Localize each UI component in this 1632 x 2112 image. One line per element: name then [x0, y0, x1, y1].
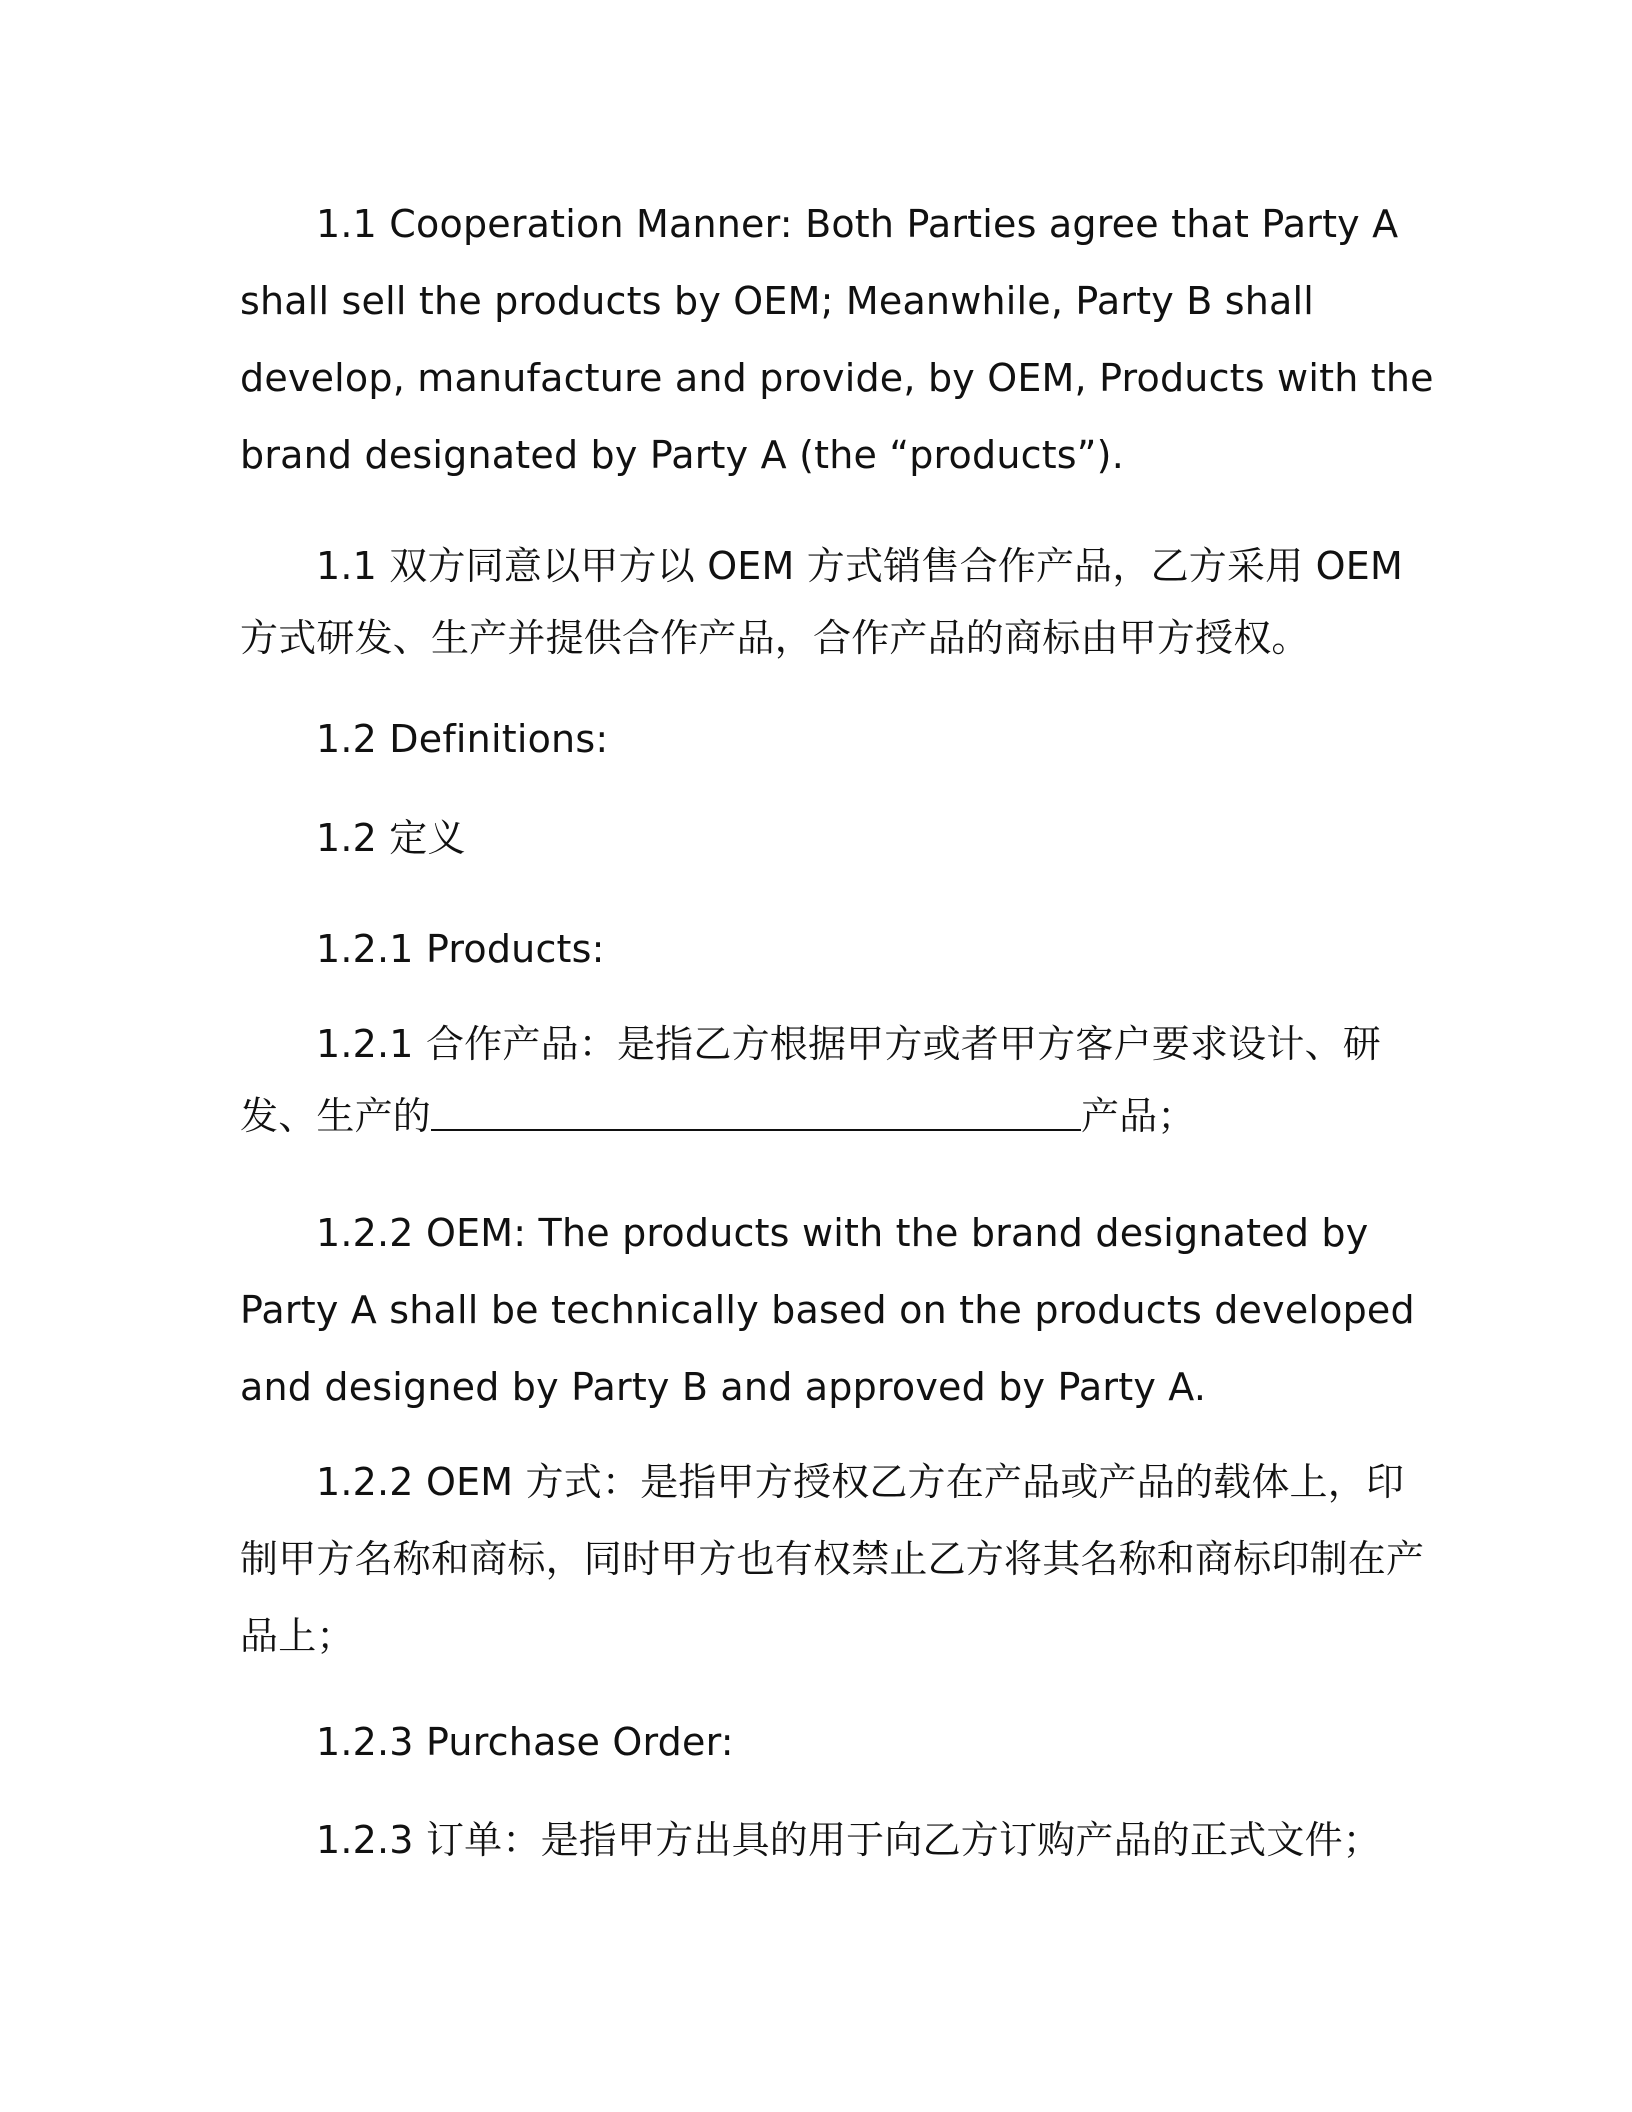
- paragraph-text: 1.1 Cooperation Manner: Both Parties agree that Party A shall sell the products by OEM; Meanwhile, Party B shall develop, manufacture and provide, by OEM, Products with the brand designated by Party A (the “products”).: [240, 202, 1434, 477]
- clause-1-1-english: [240, 186, 1440, 494]
- paragraph-text: 1.2 Definitions:: [316, 717, 609, 761]
- paragraph-text: 1.2.1 Products:: [316, 927, 605, 971]
- clause-1-2-english-heading: [240, 701, 1440, 778]
- clause-1-2-3-chinese: [240, 1804, 1440, 1876]
- clause-1-2-1-english-heading: [240, 911, 1440, 988]
- paragraph-text: 1.2.3 Purchase Order:: [316, 1720, 734, 1764]
- clause-1-2-1-chinese: [240, 1008, 1440, 1152]
- paragraph-text-before-blank: 1.2.1 合作产品：是指乙方根据甲方或者甲方客户要求设计、研发、生产的: [240, 1022, 1381, 1138]
- paragraph-text: 1.2.3 订单：是指甲方出具的用于向乙方订购产品的正式文件；: [316, 1818, 1381, 1862]
- paragraph-text: 1.2.2 OEM 方式：是指甲方授权乙方在产品或产品的载体上，印制甲方名称和商标，同时甲方也有权禁止乙方将其名称和商标印制在产品上；: [240, 1460, 1425, 1658]
- clause-1-1-chinese: [240, 530, 1440, 674]
- paragraph-text: 1.2.2 OEM: The products with the brand designated by Party A shall be technically based on the products developed and designed by Party B and approved by Party A.: [240, 1211, 1415, 1409]
- paragraph-text: 1.2 定义: [316, 816, 466, 860]
- paragraph-text: 1.1 双方同意以甲方以 OEM 方式销售合作产品，乙方采用 OEM 方式研发、生产并提供合作产品，合作产品的商标由甲方授权。: [240, 544, 1403, 660]
- fill-in-blank-line: [431, 1091, 1081, 1131]
- clause-1-2-chinese-heading: [240, 802, 1440, 874]
- clause-1-2-3-english-heading: [240, 1704, 1440, 1781]
- clause-1-2-2-english: [240, 1195, 1440, 1426]
- paragraph-text-after-blank: 产品；: [1081, 1094, 1196, 1138]
- clause-1-2-2-chinese: [240, 1444, 1440, 1675]
